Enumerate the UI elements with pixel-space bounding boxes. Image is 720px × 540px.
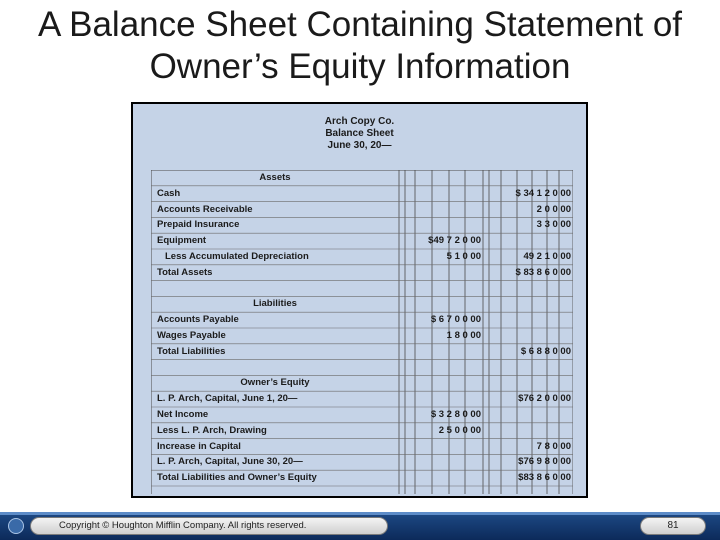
middle-column-amount: $49 7 2 0 00 (428, 235, 481, 247)
right-column-amount: 7 8 0 00 (536, 440, 571, 452)
right-column-amount: $83 8 6 0 00 (518, 472, 571, 484)
row-label: Less Accumulated Depreciation (165, 251, 309, 262)
right-column-amount: $76 2 0 0 00 (518, 393, 571, 405)
row-label: Accounts Payable (157, 314, 239, 326)
right-column-amount: $ 6 8 8 0 00 (520, 345, 571, 357)
slide-title (0, 4, 720, 88)
middle-column-amount: 5 1 0 00 (446, 251, 481, 262)
row-label: Prepaid Insurance (157, 219, 240, 231)
right-column-amount: 2 0 0 00 (536, 203, 571, 215)
statement-name: Balance Sheet (325, 128, 394, 139)
row-label: Net Income (157, 409, 209, 420)
title-line-1: A Balance Sheet Containing Statement of (37, 5, 683, 44)
sheet-heading (133, 116, 586, 152)
right-column-amount: $ 83 8 6 0 00 (515, 266, 571, 278)
row-label: L. P. Arch, Capital, June 30, 20— (157, 456, 303, 468)
ledger-table (151, 170, 573, 494)
footer-ornament (8, 518, 24, 534)
right-column-amount: 3 3 0 00 (536, 219, 571, 231)
row-label: Equipment (157, 235, 207, 247)
middle-column-amount: $ 3 2 8 0 00 (430, 409, 481, 420)
row-label: Less L. P. Arch, Drawing (157, 424, 267, 436)
right-column-amount: $ 34 1 2 0 00 (515, 187, 571, 199)
company-name: Arch Copy Co. (324, 116, 395, 127)
copyright-notice: Copyright © Houghton Mifflin Company. All rights reserved. (30, 517, 388, 535)
row-label: Increase in Capital (157, 440, 241, 452)
page-number: 81 (640, 517, 706, 535)
section-heading: Assets (259, 172, 291, 183)
middle-column-amount: 1 8 0 00 (446, 330, 481, 341)
right-column-amount: 49 2 1 0 00 (523, 251, 571, 262)
row-label: Total Assets (157, 266, 213, 278)
right-column-amount: $76 9 8 0 00 (518, 456, 571, 468)
row-label: Total Liabilities (157, 345, 226, 357)
middle-column-amount: $ 6 7 0 0 00 (430, 314, 481, 326)
statement-date: June 30, 20— (327, 140, 392, 151)
balance-sheet-image (131, 102, 588, 498)
row-label: Wages Payable (157, 330, 226, 341)
section-heading: Owner’s Equity (240, 377, 310, 389)
row-label: Accounts Receivable (157, 203, 253, 215)
row-label: L. P. Arch, Capital, June 1, 20— (157, 393, 298, 405)
row-label: Cash (157, 187, 181, 199)
row-label: Total Liabilities and Owner’s Equity (157, 472, 317, 484)
title-line-2: Owner’s Equity Information (149, 47, 571, 86)
section-heading: Liabilities (253, 298, 297, 310)
middle-column-amount: 2 5 0 0 00 (438, 424, 481, 436)
